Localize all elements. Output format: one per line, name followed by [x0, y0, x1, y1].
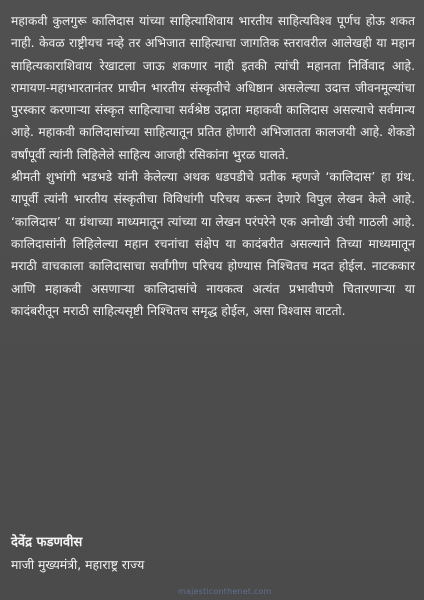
blurb-text	[11, 10, 415, 322]
paragraph-kalidas-greatness: महाकवी कुलगुरू कालिदास यांच्या साहित्याशिवाय भारतीय साहित्यविश्व पूर्णच होऊ शकत नाही. केवळ राष्ट्रीयच नव्हे तर अभिजात साहित्याचा जागतिक स्तरावरील आलेखही या महान साहित्यकाराशिवाय रेखाटला जाऊ शकणार नाही इतकी त्यांची महानता निर्विवाद आहे. रामायण-महाभारतानंतर प्राचीन भारतीय संस्कृतीचे अधिष्ठान असलेल्या उदात्त जीवनमूल्यांचा पुरस्कार करणाऱ्या संस्कृत साहित्याचा सर्वश्रेष्ठ उद्गाता महाकवी कालिदास असल्याचे सर्वमान्य आहे. महाकवी कालिदासांच्या साहित्यातून प्रतित होणारी अभिजातता कालजयी आहे. शेकडो वर्षांपूर्वी त्यांनी लिहिलेले साहित्य आजही रसिकांना भुरळ घालते.	[11, 14, 415, 162]
signature-block	[11, 532, 415, 576]
watermark-text: majesticonthenet.com	[178, 587, 272, 596]
signatory-title: माजी मुख्यमंत्री, महाराष्ट्र राज्य	[11, 557, 145, 572]
paragraph-book-praise: श्रीमती शुभांगी भडभडे यांनी केलेल्या अथक धडपडीचे प्रतीक म्हणजे ‘कालिदास’ हा ग्रंथ. यापूर्वी त्यांनी भारतीय संस्कृतीचा विविधांगी परिचय करून देणारे विपुल लेखन केले आहे. ‘कालिदास’ या ग्रंथाच्या माध्यमातून त्यांच्या या लेखन परंपरेने एक अनोखी उंची गाठली आहे. कालिदासांनी लिहिलेल्या महान रचनांचा संक्षेप या कादंबरीत असल्याने तिच्या माध्यमातून मराठी वाचकाला कालिदासाचा सर्वांगीण परिचय होण्यास निश्चितच मदत होईल. नाटककार आणि महाकवी असणाऱ्या कालिदासांचे नायकत्व अत्यंत प्रभावीपणे चितारणाऱ्या या कादंबरीतून मराठी साहित्यसृष्टी निश्चितच समृद्ध होईल, असा विश्वास वाटतो.	[11, 170, 415, 318]
signatory-name: देवेंद्र फडणवीस	[11, 535, 83, 550]
